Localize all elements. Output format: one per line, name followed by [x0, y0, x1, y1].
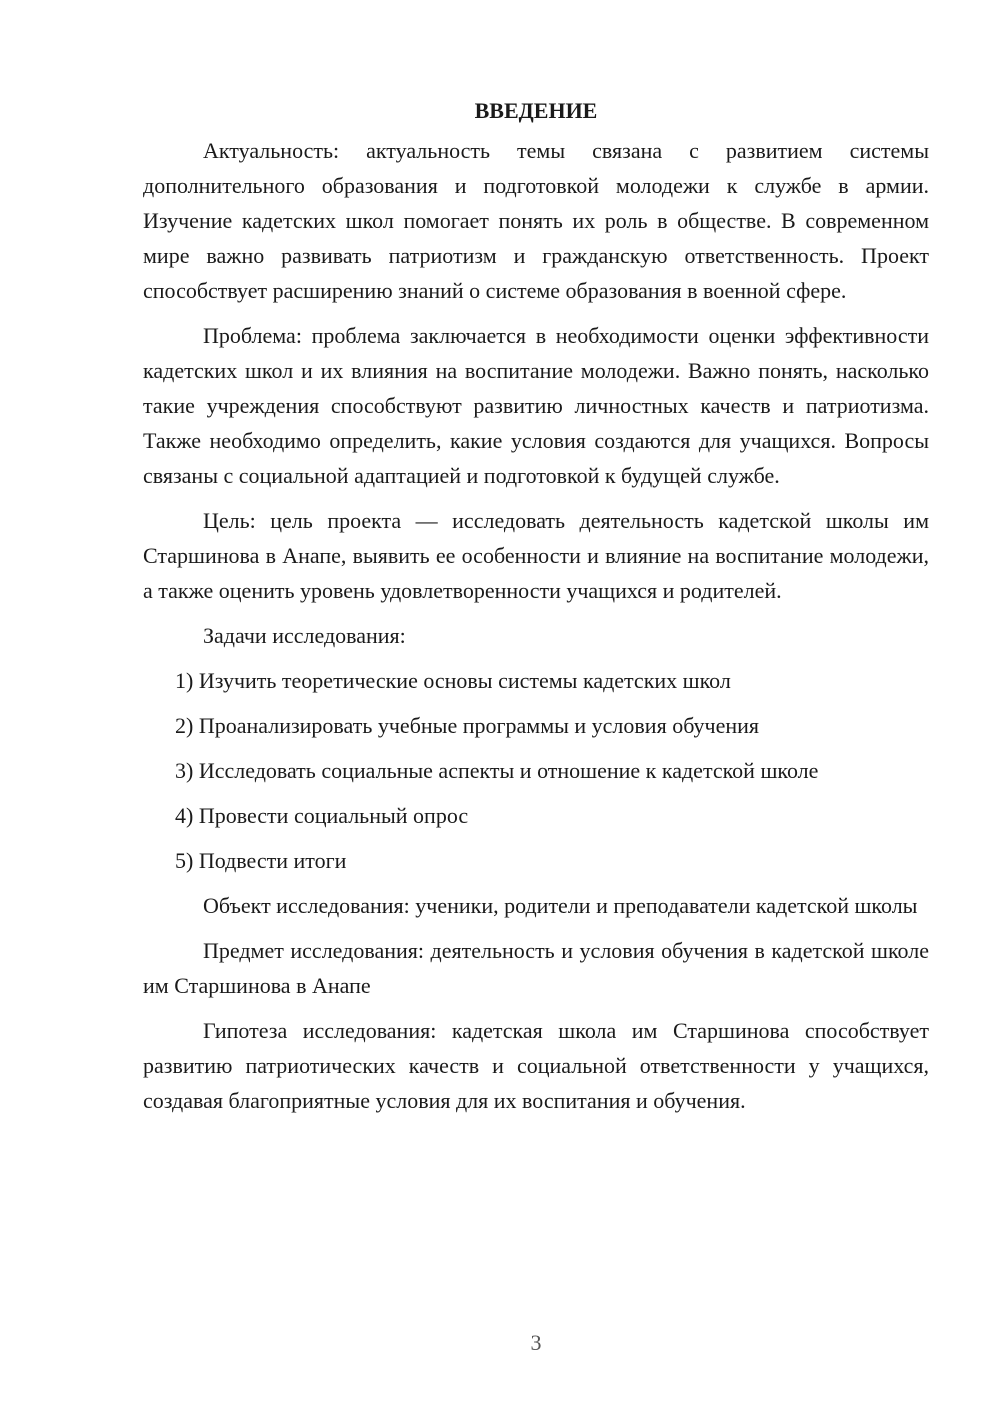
task-item-1: 1) Изучить теоретические основы системы кадетских школ — [175, 668, 731, 693]
task-item-3: 3) Исследовать социальные аспекты и отношение к кадетской школе — [175, 758, 819, 783]
relevance-paragraph: Актуальность: актуальность темы связана с развитием системы дополнительного образования и подготовкой молодежи к службе в армии. Изучение кадетских школ помогает понять их роль в обществе. В современном мире важно развивать патриотизм и гражданскую ответственность. Проект способствует расширению знаний о системе образования в военной сфере. — [143, 138, 929, 303]
page-title: ВВЕДЕНИЕ — [474, 98, 598, 123]
hypothesis-paragraph: Гипотеза исследования: кадетская школа им Старшинова способствует развитию патриотических качеств и социальной ответственности у учащихся, создавая благоприятные условия для их воспитания и обучения. — [143, 1018, 929, 1113]
tasks-list — [143, 663, 929, 878]
object-paragraph: Объект исследования: ученики, родители и преподаватели кадетской школы — [203, 893, 918, 918]
task-item-5: 5) Подвести итоги — [175, 848, 347, 873]
task-item-2: 2) Проанализировать учебные программы и условия обучения — [175, 713, 760, 738]
document-page — [143, 93, 929, 1118]
page-number: 3 — [530, 1330, 542, 1355]
goal-paragraph: Цель: цель проекта — исследовать деятельность кадетской школы им Старшинова в Анапе, выявить ее особенности и влияние на воспитание молодежи, а также оценить уровень удовлетворенности учащихся и родителей. — [143, 508, 929, 603]
tasks-heading: Задачи исследования: — [203, 623, 406, 648]
problem-paragraph: Проблема: проблема заключается в необходимости оценки эффективности кадетских школ и их влияния на воспитание молодежи. Важно понять, насколько такие учреждения способствуют развитию личностных качеств и патриотизма. Также необходимо определить, какие условия создаются для учащихся. Вопросы связаны с социальной адаптацией и подготовкой к будущей службе. — [143, 323, 929, 488]
subject-paragraph: Предмет исследования: деятельность и условия обучения в кадетской школе им Старшинова в Анапе — [143, 938, 929, 998]
task-item-4: 4) Провести социальный опрос — [175, 803, 469, 828]
